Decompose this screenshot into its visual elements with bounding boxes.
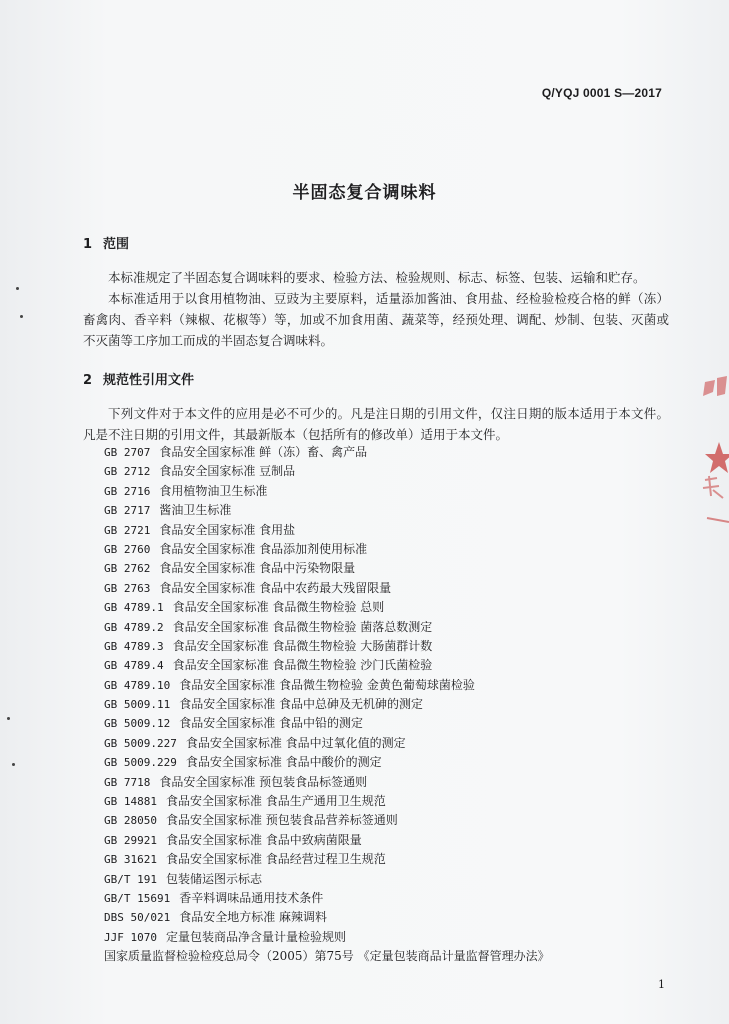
reference-title: 食品安全国家标准 食品中致病菌限量 bbox=[165, 832, 362, 847]
reference-list bbox=[104, 443, 550, 967]
section-1-heading bbox=[83, 233, 129, 252]
paragraph: 本标准规定了半固态复合调味料的要求、检验方法、检验规则、标志、标签、包装、运输和贮存。 bbox=[108, 270, 646, 285]
reference-title: 食品安全国家标准 豆制品 bbox=[159, 464, 296, 479]
reference-code: GB 2763 bbox=[104, 581, 151, 595]
reference-item bbox=[104, 773, 550, 792]
reference-code: GB 2717 bbox=[104, 504, 151, 518]
reference-title: 食品安全国家标准 食品中过氧化值的测定 bbox=[185, 735, 406, 750]
section-title: 规范性引用文件 bbox=[103, 373, 195, 388]
reference-item bbox=[104, 714, 550, 733]
document-title: 半固态复合调味料 bbox=[292, 183, 437, 203]
reference-code: GB 31621 bbox=[104, 853, 157, 867]
reference-code: JJF 1070 bbox=[104, 930, 157, 944]
reference-title: 国家质量监督检验检疫总局令（2005）第75号 《定量包装商品计量监督管理办法》 bbox=[104, 949, 550, 964]
reference-title: 食品安全国家标准 鲜（冻）畜、禽产品 bbox=[159, 445, 368, 459]
reference-item bbox=[104, 579, 550, 598]
reference-code: GB 4789.10 bbox=[104, 678, 171, 692]
scan-speck bbox=[20, 315, 23, 318]
official-seal-stamp bbox=[697, 372, 729, 532]
reference-code: GB/T 191 bbox=[104, 872, 157, 886]
reference-code: GB 4789.3 bbox=[104, 639, 164, 653]
reference-code: GB 4789.2 bbox=[104, 620, 164, 634]
reference-code: DBS 50/021 bbox=[104, 911, 171, 925]
section-2-heading bbox=[83, 369, 194, 388]
paragraph: 本标准适用于以食用植物油、豆豉为主要原料，适量添加酱油、食用盐、经检验检疫合格的鲜（冻）畜禽肉、香辛料（辣椒、花椒等）等，加或不加食用菌、蔬菜等，经预处理、调配、炒制、包装、灭菌或不灭菌等工序加工而成的半固态复合调味料。 bbox=[83, 291, 669, 348]
reference-code: GB 28050 bbox=[104, 814, 157, 828]
reference-item bbox=[104, 676, 550, 695]
reference-code: GB 2716 bbox=[104, 484, 151, 498]
reference-item bbox=[104, 734, 550, 753]
reference-item bbox=[104, 753, 550, 772]
reference-code: GB 5009.227 bbox=[104, 736, 177, 750]
reference-code: GB 2721 bbox=[104, 523, 151, 537]
reference-item bbox=[104, 908, 550, 927]
reference-title: 食品安全国家标准 食品生产通用卫生规范 bbox=[165, 794, 386, 809]
reference-title: 食品安全国家标准 食品微生物检验 大肠菌群计数 bbox=[172, 638, 433, 653]
reference-item bbox=[104, 482, 550, 501]
reference-title: 食品安全国家标准 食品微生物检验 总则 bbox=[172, 600, 385, 615]
paragraph: 下列文件对于本文件的应用是必不可少的。凡是注日期的引用文件，仅注日期的版本适用于本文件。凡是不注日期的引用文件，其最新版本（包括所有的修改单）适用于本文件。 bbox=[83, 406, 669, 442]
reference-item bbox=[104, 792, 550, 811]
reference-item bbox=[104, 928, 550, 947]
reference-title: 香辛料调味品通用技术条件 bbox=[179, 890, 324, 905]
section-number: 2 bbox=[83, 373, 93, 388]
reference-title: 食品安全国家标准 食品中总砷及无机砷的测定 bbox=[179, 697, 424, 712]
reference-code: GB 29921 bbox=[104, 833, 157, 847]
reference-code: GB 5009.11 bbox=[104, 698, 171, 712]
reference-item bbox=[104, 850, 550, 869]
reference-title: 定量包装商品净含量计量检验规则 bbox=[165, 929, 346, 944]
reference-code: GB 2707 bbox=[104, 446, 151, 459]
reference-item bbox=[104, 618, 550, 637]
reference-item bbox=[104, 889, 550, 908]
reference-code: GB/T 15691 bbox=[104, 891, 171, 905]
section-number: 1 bbox=[83, 237, 93, 252]
reference-code: GB 2762 bbox=[104, 562, 151, 576]
standard-code: Q/YQJ 0001 S—2017 bbox=[541, 86, 662, 100]
reference-code: GB 7718 bbox=[104, 775, 151, 789]
reference-title: 食品安全国家标准 预包装食品标签通则 bbox=[159, 774, 368, 789]
reference-item bbox=[104, 559, 550, 578]
reference-item bbox=[104, 501, 550, 520]
reference-item bbox=[104, 443, 550, 462]
reference-item bbox=[104, 521, 550, 540]
reference-title: 食用植物油卫生标准 bbox=[159, 483, 268, 498]
reference-item bbox=[104, 656, 550, 675]
reference-title: 食品安全地方标准 麻辣调料 bbox=[179, 910, 328, 925]
section-1-body bbox=[83, 267, 669, 351]
reference-title: 食品安全国家标准 食品微生物检验 金黄色葡萄球菌检验 bbox=[179, 677, 475, 692]
reference-item bbox=[104, 695, 550, 714]
section-2-body bbox=[83, 403, 669, 445]
reference-title: 包装储运图示标志 bbox=[165, 871, 262, 886]
reference-title: 酱油卫生标准 bbox=[159, 503, 232, 518]
reference-item bbox=[104, 540, 550, 559]
reference-title: 食品安全国家标准 食品中铅的测定 bbox=[179, 716, 364, 731]
reference-code: GB 14881 bbox=[104, 795, 157, 809]
reference-code: GB 4789.1 bbox=[104, 601, 164, 615]
reference-title: 食品安全国家标准 食品中污染物限量 bbox=[159, 561, 356, 576]
reference-item bbox=[104, 462, 550, 481]
reference-title: 食品安全国家标准 食用盐 bbox=[159, 522, 296, 537]
reference-code: GB 2712 bbox=[104, 465, 151, 479]
scan-speck bbox=[7, 717, 10, 720]
scan-speck bbox=[12, 763, 15, 766]
reference-item bbox=[104, 831, 550, 850]
reference-item bbox=[104, 870, 550, 889]
reference-code: GB 5009.229 bbox=[104, 756, 177, 770]
reference-title: 食品安全国家标准 食品微生物检验 沙门氏菌检验 bbox=[172, 658, 433, 673]
reference-code: GB 2760 bbox=[104, 542, 151, 556]
reference-title: 食品安全国家标准 食品中农药最大残留限量 bbox=[159, 580, 392, 595]
reference-title: 食品安全国家标准 食品微生物检验 菌落总数测定 bbox=[172, 619, 433, 634]
page-number: 1 bbox=[658, 978, 665, 991]
reference-title: 食品安全国家标准 预包装食品营养标签通则 bbox=[165, 813, 398, 828]
reference-title: 食品安全国家标准 食品经营过程卫生规范 bbox=[165, 852, 386, 867]
reference-title: 食品安全国家标准 食品添加剂使用标准 bbox=[159, 541, 368, 556]
reference-title: 食品安全国家标准 食品中酸价的测定 bbox=[185, 755, 382, 770]
scan-speck bbox=[16, 287, 19, 290]
section-title: 范围 bbox=[103, 237, 130, 252]
reference-code: GB 5009.12 bbox=[104, 717, 171, 731]
reference-item bbox=[104, 637, 550, 656]
reference-item bbox=[104, 598, 550, 617]
reference-item bbox=[104, 811, 550, 830]
reference-item bbox=[104, 947, 550, 966]
reference-code: GB 4789.4 bbox=[104, 659, 164, 673]
